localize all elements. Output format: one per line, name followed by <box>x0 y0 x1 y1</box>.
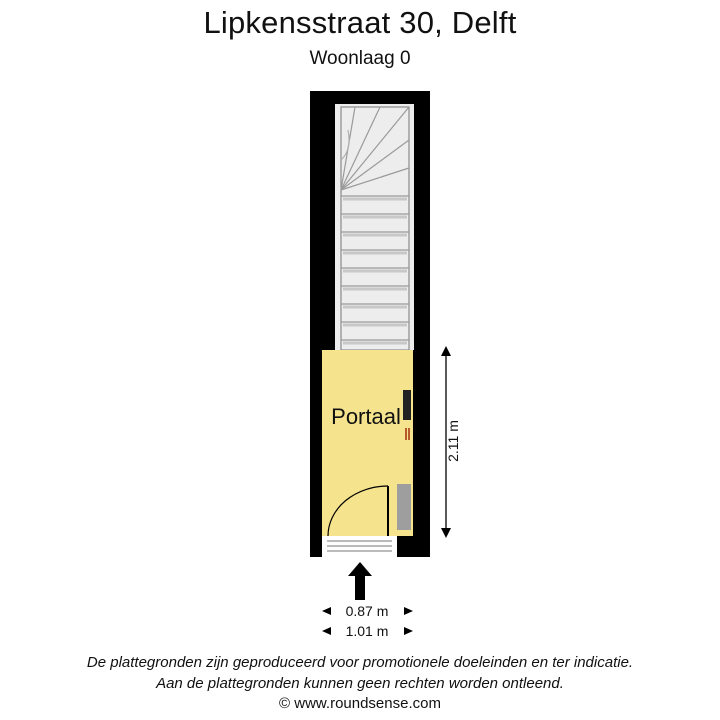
outer-width-label: 1.01 m <box>345 623 389 639</box>
inner-width-label: 0.87 m <box>345 603 389 619</box>
meter-cabinet-icon <box>397 484 411 530</box>
page-title: Lipkensstraat 30, Delft <box>203 5 517 40</box>
height-dimension-label: 2.11 m <box>445 420 461 462</box>
floor-subtitle: Woonlaag 0 <box>309 48 411 69</box>
disclaimer-line-1: De plattegronden zijn geproduceerd voor promotionele doeleinden en ter indicatie. <box>86 654 634 671</box>
stairs-area <box>335 104 414 350</box>
disclaimer-line-2: Aan de plattegronden kunnen geen rechten worden ontleend. <box>156 675 564 692</box>
entrance-arrow-icon <box>348 562 372 600</box>
room-label: Portaal <box>331 404 401 429</box>
wall-fixture <box>403 390 411 420</box>
copyright: © www.roundsense.com <box>279 695 441 712</box>
